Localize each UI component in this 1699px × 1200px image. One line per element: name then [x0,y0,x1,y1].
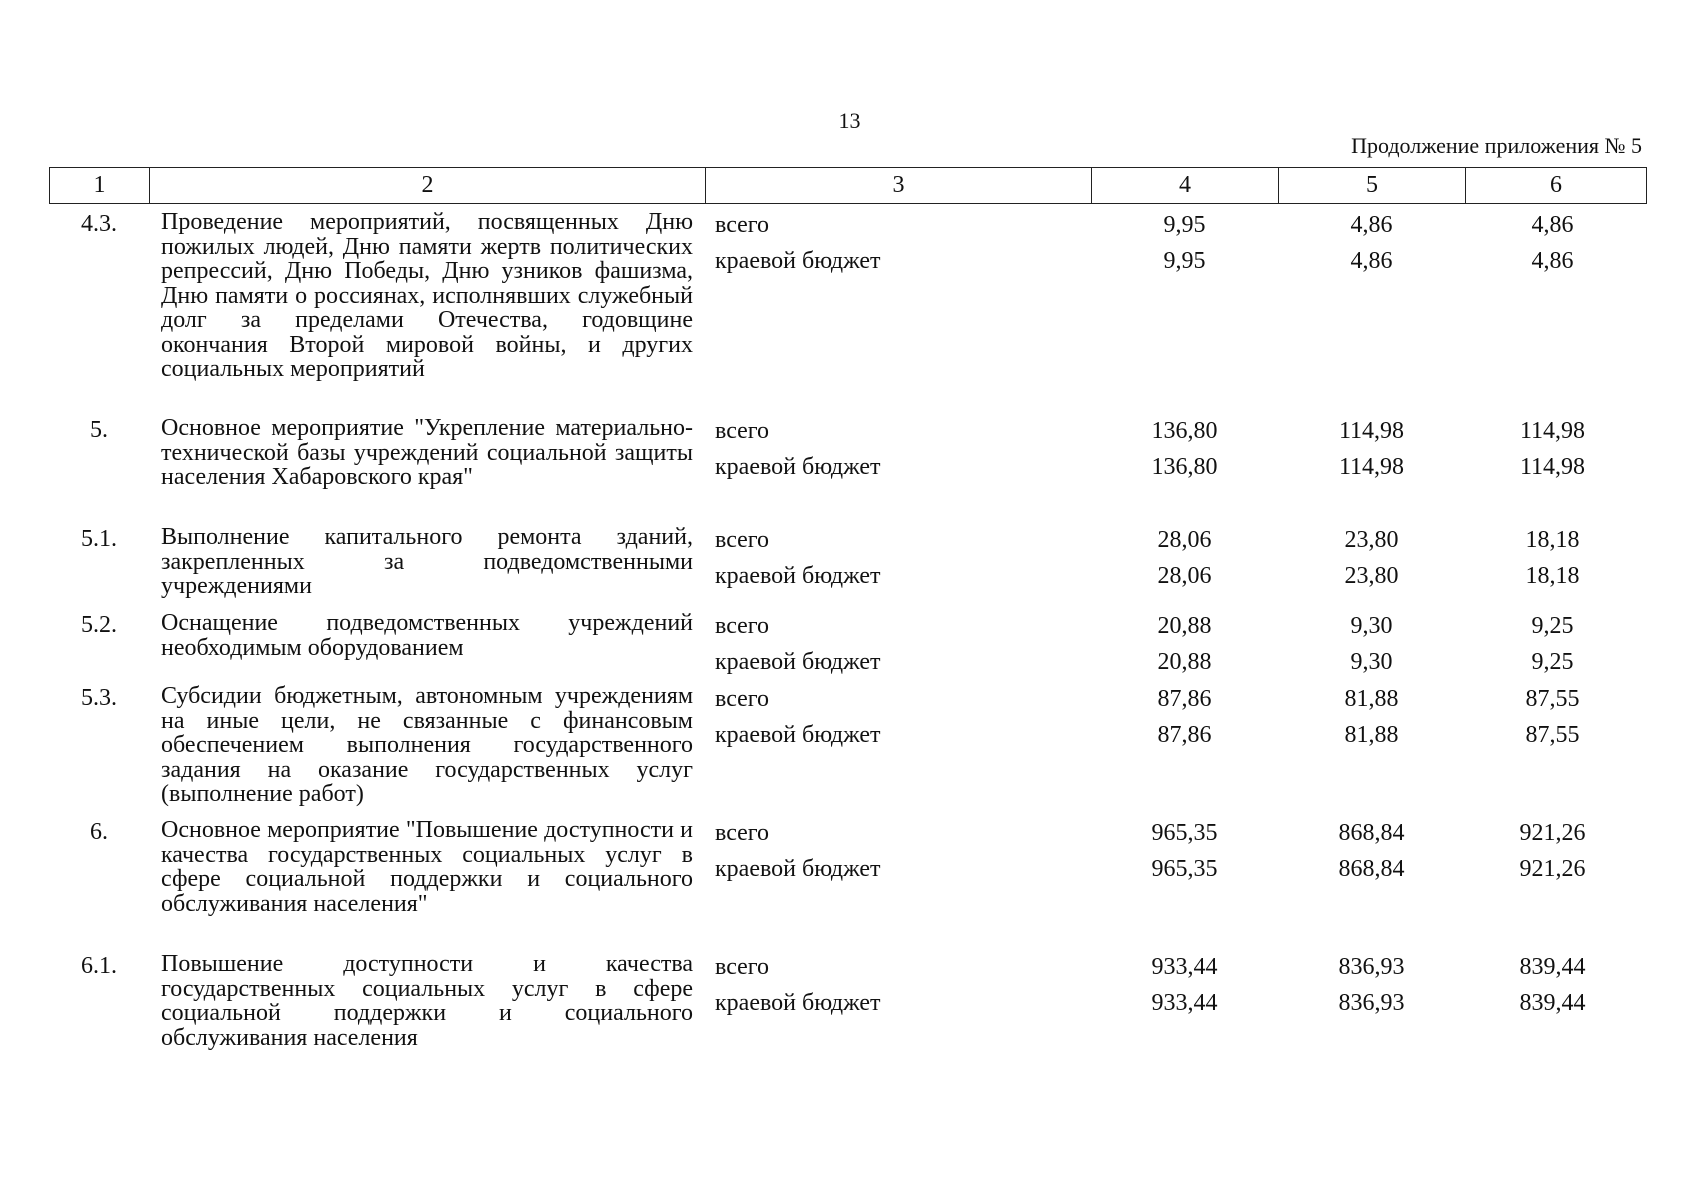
value: 933,44 [1151,990,1218,1016]
col-4-values [1091,525,1278,611]
table-row [49,416,1646,525]
value: 9,95 [1163,212,1206,238]
col-5-values [1278,416,1465,525]
col-5-values [1278,611,1465,684]
source-total: всего [715,418,770,444]
value: 87,55 [1525,686,1580,712]
table-body [49,210,1646,1062]
value: 87,86 [1157,722,1212,748]
value: 87,86 [1157,686,1212,712]
source-regional-budget: краевой бюджет [715,248,881,274]
value: 18,18 [1525,527,1580,553]
value: 81,88 [1344,722,1399,748]
col-4-values [1091,684,1278,818]
col-4-values [1091,611,1278,684]
value: 114,98 [1519,418,1586,444]
value: 9,95 [1163,248,1206,274]
table-row [49,611,1646,684]
value: 965,35 [1151,820,1218,846]
value: 28,06 [1157,563,1212,589]
table-row [49,818,1646,952]
table-row [49,525,1646,611]
source-regional-budget: краевой бюджет [715,563,881,589]
col-5-values [1278,525,1465,611]
value: 839,44 [1519,954,1586,980]
value: 9,30 [1350,649,1393,675]
source-regional-budget: краевой бюджет [715,990,881,1016]
col-4-values [1091,952,1278,1062]
table-row [49,684,1646,818]
col-6-values [1465,416,1646,525]
value: 4,86 [1350,212,1393,238]
value: 9,25 [1531,649,1574,675]
source-total: всего [715,212,770,238]
col-4-values [1091,210,1278,416]
col-6-values [1465,818,1646,952]
row-number: 5.2. [81,612,117,638]
row-number: 5.3. [81,685,117,711]
row-number: 5. [90,417,108,443]
value: 4,86 [1531,248,1574,274]
value: 933,44 [1151,954,1218,980]
activity-name: Выполнение капитального ремонта зданий, закрепленных за подведомственными учреждениями [161,524,693,599]
row-number: 4.3. [81,211,117,237]
row-number: 6. [90,819,108,845]
value: 4,86 [1531,212,1574,238]
col-6-values [1465,684,1646,818]
activity-name: Основное мероприятие "Укрепление материально-технической базы учреждений социальной защиты населения Хабаровского края" [161,415,693,490]
value: 9,25 [1531,613,1574,639]
activity-name: Субсидии бюджетным, автономным учреждениям на иные цели, не связанные с финансовым обеспечением выполнения государственного задания на оказание государственных услуг (выполнение работ) [161,683,693,807]
col-5-values [1278,684,1465,818]
col-5-values [1278,818,1465,952]
source-regional-budget: краевой бюджет [715,856,881,882]
value: 114,98 [1338,418,1405,444]
funding-source [705,210,1091,416]
col-4-values [1091,416,1278,525]
value: 87,55 [1525,722,1580,748]
value: 20,88 [1157,649,1212,675]
header-col-6: 6 [1466,168,1647,204]
source-regional-budget: краевой бюджет [715,454,881,480]
header-col-2: 2 [150,168,706,204]
activity-name: Оснащение подведомственных учреждений необходимым оборудованием [161,610,693,661]
value: 136,80 [1151,454,1218,480]
activity-name: Проведение мероприятий, посвященных Дню пожилых людей, Дню памяти жертв политических репрессий, Дню Победы, Дню узников фашизма, Дню памяти о россиянах, исполнявших служебный долг за пределами Отечества, годовщине окончания Второй мировой войны, и других социальных мероприятий [161,209,693,382]
funding-source [705,818,1091,952]
source-total: всего [715,613,770,639]
funding-source [705,525,1091,611]
header-col-1: 1 [50,168,150,204]
value: 965,35 [1151,856,1218,882]
funding-source [705,416,1091,525]
value: 921,26 [1519,820,1586,846]
row-number: 6.1. [81,953,117,979]
value: 136,80 [1151,418,1218,444]
value: 836,93 [1338,954,1405,980]
header-col-5: 5 [1279,168,1466,204]
value: 28,06 [1157,527,1212,553]
value: 18,18 [1525,563,1580,589]
page-number: 13 [838,108,861,133]
col-6-values [1465,210,1646,416]
header-col-4: 4 [1092,168,1279,204]
appendix-continuation-label: Продолжение приложения № 5 [1351,133,1642,158]
source-total: всего [715,686,770,712]
value: 23,80 [1344,527,1399,553]
value: 9,30 [1350,613,1393,639]
funding-source [705,684,1091,818]
col-5-values [1278,952,1465,1062]
source-total: всего [715,820,770,846]
value: 23,80 [1344,563,1399,589]
column-number-header [49,167,1647,204]
funding-source [705,611,1091,684]
value: 921,26 [1519,856,1586,882]
value: 868,84 [1338,856,1405,882]
col-5-values [1278,210,1465,416]
value: 114,98 [1338,454,1405,480]
value: 868,84 [1338,820,1405,846]
table-row [49,210,1646,416]
value: 4,86 [1350,248,1393,274]
source-total: всего [715,954,770,980]
value: 836,93 [1338,990,1405,1016]
table-row [49,952,1646,1062]
col-4-values [1091,818,1278,952]
col-6-values [1465,525,1646,611]
header-col-3: 3 [706,168,1092,204]
value: 839,44 [1519,990,1586,1016]
source-total: всего [715,527,770,553]
value: 81,88 [1344,686,1399,712]
row-number: 5.1. [81,526,117,552]
value: 20,88 [1157,613,1212,639]
source-regional-budget: краевой бюджет [715,722,881,748]
activity-name: Повышение доступности и качества государственных социальных услуг в сфере социальной поддержки и социального обслуживания населения [161,951,693,1051]
source-regional-budget: краевой бюджет [715,649,881,675]
col-6-values [1465,952,1646,1062]
value: 114,98 [1519,454,1586,480]
col-6-values [1465,611,1646,684]
funding-source [705,952,1091,1062]
activity-name: Основное мероприятие "Повышение доступности и качества государственных социальных услуг в сфере социальной поддержки и социального обслуживания населения" [161,817,693,917]
